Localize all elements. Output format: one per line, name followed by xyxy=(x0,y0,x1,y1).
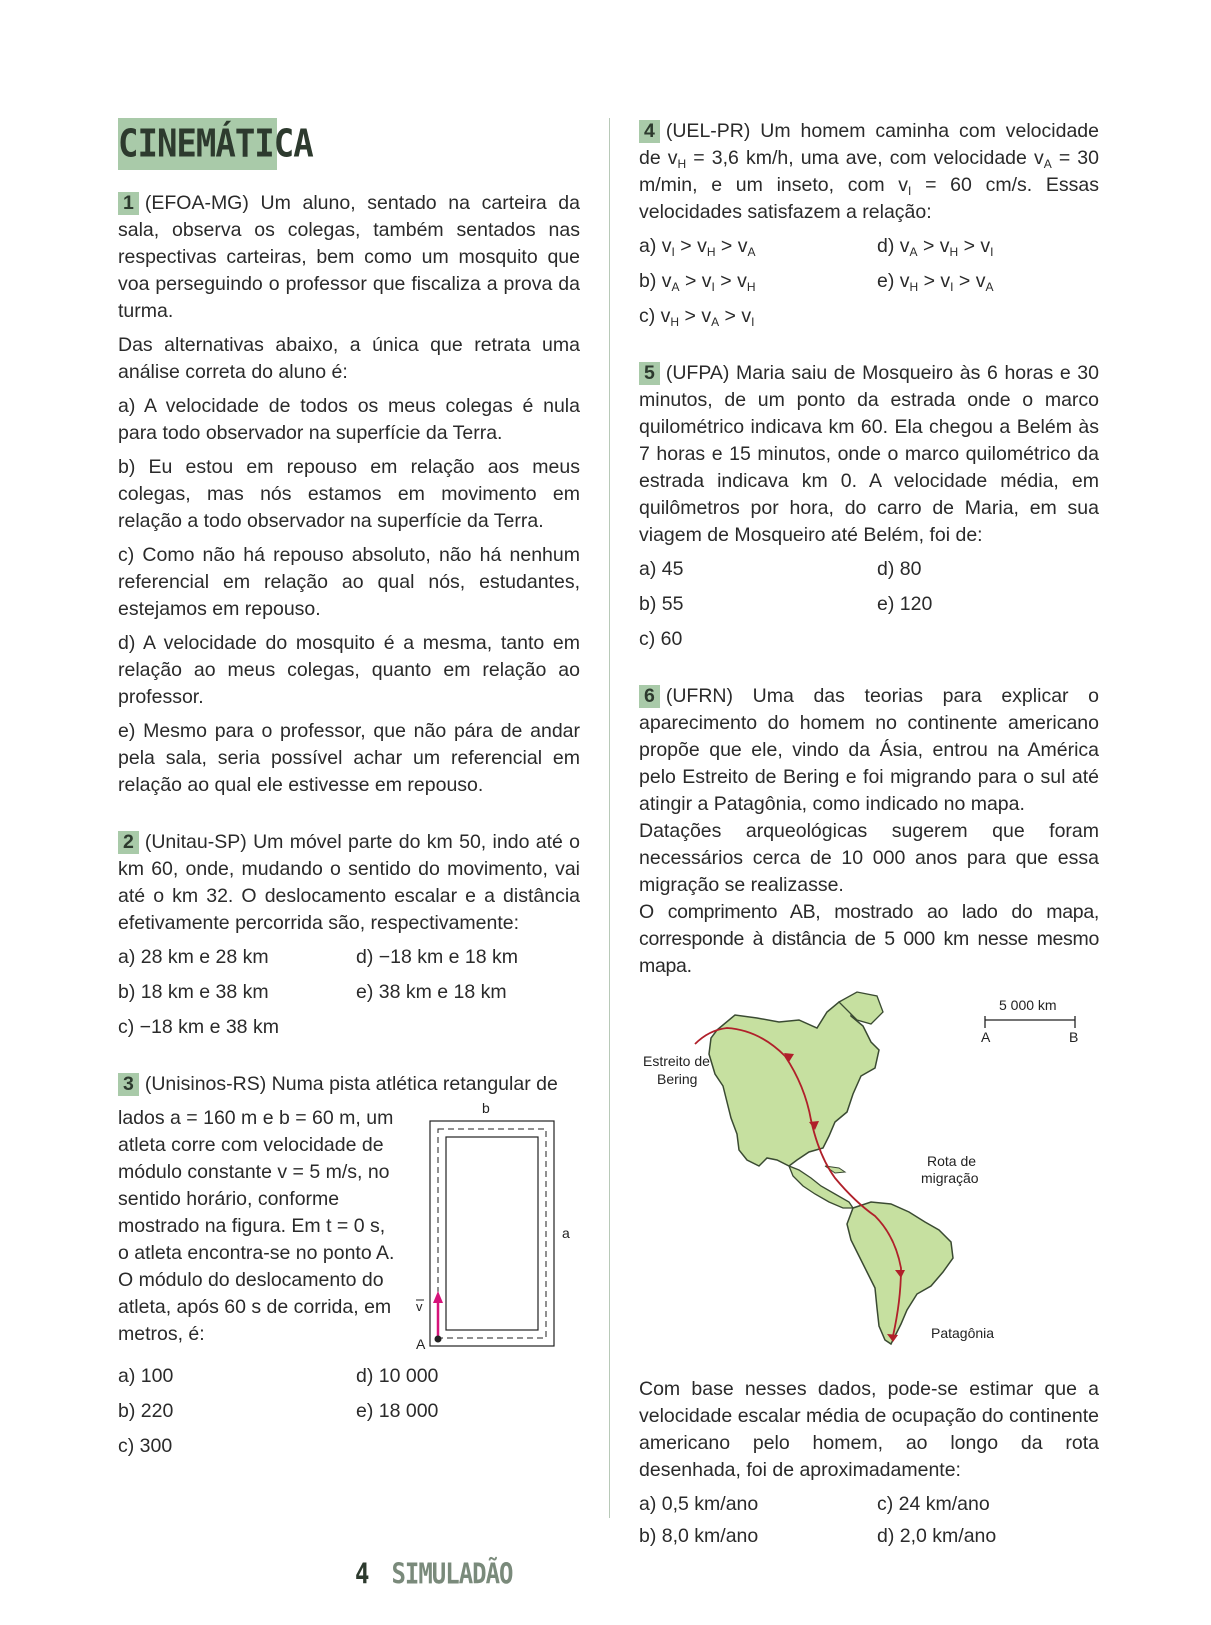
page-number: 4 xyxy=(355,1557,370,1591)
right-column xyxy=(639,118,1099,1550)
section-banner xyxy=(118,118,313,170)
option-b[interactable]: b) 220 xyxy=(118,1400,174,1422)
option-e[interactable]: e) Mesmo para o professor, que não pára de andar pela sala, seria possível achar um referencial em relação ao qual ele estivesse em repouso. xyxy=(118,720,580,796)
option-d[interactable]: d) −18 km e 18 km xyxy=(356,946,519,968)
question-source: (UEL-PR) xyxy=(665,120,751,142)
option-c[interactable]: c) −18 km e 38 km xyxy=(118,1016,279,1038)
track-inner xyxy=(446,1137,538,1330)
option-a[interactable]: a) 100 xyxy=(118,1365,174,1387)
velocity-arrowhead xyxy=(433,1291,443,1303)
scale-label: 5 000 km xyxy=(999,997,1057,1013)
track-figure xyxy=(408,1099,578,1361)
option-c[interactable]: c) 24 km/ano xyxy=(877,1493,990,1515)
option-d[interactable]: d) 2,0 km/ano xyxy=(877,1525,997,1547)
option-d[interactable]: d) $v_A > v_H > v_I$ xyxy=(877,235,994,259)
question-source: (Unisinos-RS) xyxy=(144,1073,267,1095)
question-source: (UFPA) xyxy=(665,362,730,384)
page-footer xyxy=(355,1557,513,1591)
point-A xyxy=(435,1336,442,1343)
question-number: 6 xyxy=(639,685,660,708)
label-rota-2: migração xyxy=(921,1170,979,1186)
question-text: Maria saiu de Mosqueiro às 6 horas e 30 minutos, de um ponto da estrada onde o marco quilométrico indicava km 60. Ela chegou a Belém às 7 horas e 15 minutos, onde o marco quilométrico da estrada indicava km 0. A velocidade média, em quilômetros por hora, do carro de Maria, em sua viagem de Mosqueiro até Belém, foi de: xyxy=(639,362,1099,546)
label-b: b xyxy=(482,1100,490,1116)
americas-migration-map xyxy=(639,990,1099,1360)
scale-A: A xyxy=(981,1029,991,1045)
question-6 xyxy=(639,683,1099,1550)
label-bering: Estreito de xyxy=(643,1053,710,1069)
option-c[interactable]: c) $v_H > v_A > v_I$ xyxy=(639,305,755,329)
option-c[interactable]: c) Como não há repouso absoluto, não há nenhum referencial em relação ao qual nós, estudantes, estejamos em repouso. xyxy=(118,544,580,620)
footer-title: SIMULADÃO xyxy=(391,1557,513,1591)
question-number: 2 xyxy=(118,831,139,854)
scale-B: B xyxy=(1069,1029,1079,1045)
label-v: v xyxy=(416,1299,423,1314)
option-c[interactable]: c) 60 xyxy=(639,628,683,650)
question-source: (Unitau-SP) xyxy=(144,831,247,853)
question-number: 5 xyxy=(639,362,660,385)
question-3 xyxy=(118,1071,580,1460)
question-5 xyxy=(639,360,1099,653)
option-e[interactable]: e) 18 000 xyxy=(356,1400,439,1422)
question-2 xyxy=(118,829,580,1041)
question-text-3: O comprimento AB, mostrado ao lado do mapa, corresponde à distância de 5 000 km nesse mesmo mapa. xyxy=(639,901,1099,977)
option-a[interactable]: a) 0,5 km/ano xyxy=(639,1493,759,1515)
question-number: 3 xyxy=(118,1073,139,1096)
option-b[interactable]: b) 18 km e 38 km xyxy=(118,981,269,1003)
question-text: Uma das teorias para explicar o aparecimento do homem no continente americano propõe que ele, vindo da Ásia, entrou na América pelo Estreito de Bering e foi migrando para o sul até atingir a Patagônia, como indicado no mapa. xyxy=(639,685,1100,815)
track-outer xyxy=(430,1121,554,1346)
question-number: 1 xyxy=(118,192,139,215)
track-lane xyxy=(438,1129,546,1338)
option-a[interactable]: a) 28 km e 28 km xyxy=(118,946,269,968)
option-b[interactable]: b) $v_A > v_I > v_H$ xyxy=(639,270,756,294)
option-a[interactable]: a) A velocidade de todos os meus colegas é nula para todo observador na superfície da Terra. xyxy=(118,395,580,444)
question-4: 4 (UEL-PR) Um homem caminha com velocidade de $v_H = 3,6$ km/h, uma ave, com velocidade $v_A = 30$ m/min, e um inseto, com $v_I = 60$ cm/s. Essas velocidades satisfazem a relação: a) $v_I > v_H > v_A$ d) $v_A > v_H > v_I$ b) $v_A > v_I > v_H$ e) $v_H > v_I > v_A$ c) $v_H > v_A > v_I$ xyxy=(639,120,1099,329)
question-text-4: Com base nesses dados, pode-se estimar que a velocidade escalar média de ocupação do continente americano pelo homem, ao longo da rota desenhada, foi de aproximadamente: xyxy=(639,1378,1099,1481)
option-d[interactable]: d) A velocidade do mosquito é a mesma, tanto em relação ao meus colegas, quanto em relação ao professor. xyxy=(118,632,580,708)
option-a[interactable]: a) $v_I > v_H > v_A$ xyxy=(639,235,756,259)
option-c[interactable]: c) 300 xyxy=(118,1435,173,1457)
label-patagonia: Patagônia xyxy=(931,1325,995,1341)
option-b[interactable]: b) 55 xyxy=(639,593,684,615)
label-A: A xyxy=(416,1336,426,1352)
question-prompt: Das alternativas abaixo, a única que retrata uma análise correta do aluno é: xyxy=(118,334,580,383)
option-b[interactable]: b) Eu estou em repouso em relação aos meus colegas, mas nós estamos em movimento em relação a todo observador na superfície da Terra. xyxy=(118,456,580,532)
option-e[interactable]: e) $v_H > v_I > v_A$ xyxy=(877,270,994,294)
question-text: Um móvel parte do km 50, indo até o km 60, onde, mudando o sentido do movimento, vai até o km 32. O deslocamento escalar e a distância efetivamente percorrida são, respectivamente: xyxy=(118,831,580,934)
option-b[interactable]: b) 8,0 km/ano xyxy=(639,1525,759,1547)
question-1 xyxy=(118,190,580,799)
section-title: CINEMÁTICA xyxy=(118,121,313,167)
option-e[interactable]: e) 38 km e 18 km xyxy=(356,981,507,1003)
option-d[interactable]: d) 80 xyxy=(877,558,922,580)
question-text-continued: lados a = 160 m e b = 60 m, um atleta corre com velocidade de módulo constante v = 5 m/s, no sentido horário, conforme mostrado na figura. Em t = 0 s, o atleta encontra-se no ponto A. O módulo do deslocamento do atleta, após 60 s de corrida, em metros, é: xyxy=(118,1107,395,1345)
label-rota: Rota de xyxy=(927,1153,977,1169)
question-text-2: Datações arqueológicas sugerem que foram necessários cerca de 10 000 anos para que essa migração se realizasse. xyxy=(639,820,1099,896)
left-column xyxy=(118,190,580,1490)
question-source: (UFRN) xyxy=(665,685,734,707)
column-divider xyxy=(609,118,610,1518)
option-a[interactable]: a) 45 xyxy=(639,558,684,580)
question-number: 4 xyxy=(639,120,660,143)
label-bering-2: Bering xyxy=(657,1071,698,1087)
north-america-shape xyxy=(709,998,879,1166)
question-source: (EFOA-MG) xyxy=(144,192,249,214)
option-e[interactable]: e) 120 xyxy=(877,593,933,615)
option-d[interactable]: d) 10 000 xyxy=(356,1365,439,1387)
question-text: Numa pista atlética retangular de xyxy=(271,1073,558,1095)
label-a: a xyxy=(562,1225,570,1241)
question-text: Um aluno, sentado na carteira da sala, observa os colegas, também sentados nas respectivas carteiras, bem como um mosquito que voa perseguindo o professor que fiscaliza a prova da turma. xyxy=(118,192,580,322)
